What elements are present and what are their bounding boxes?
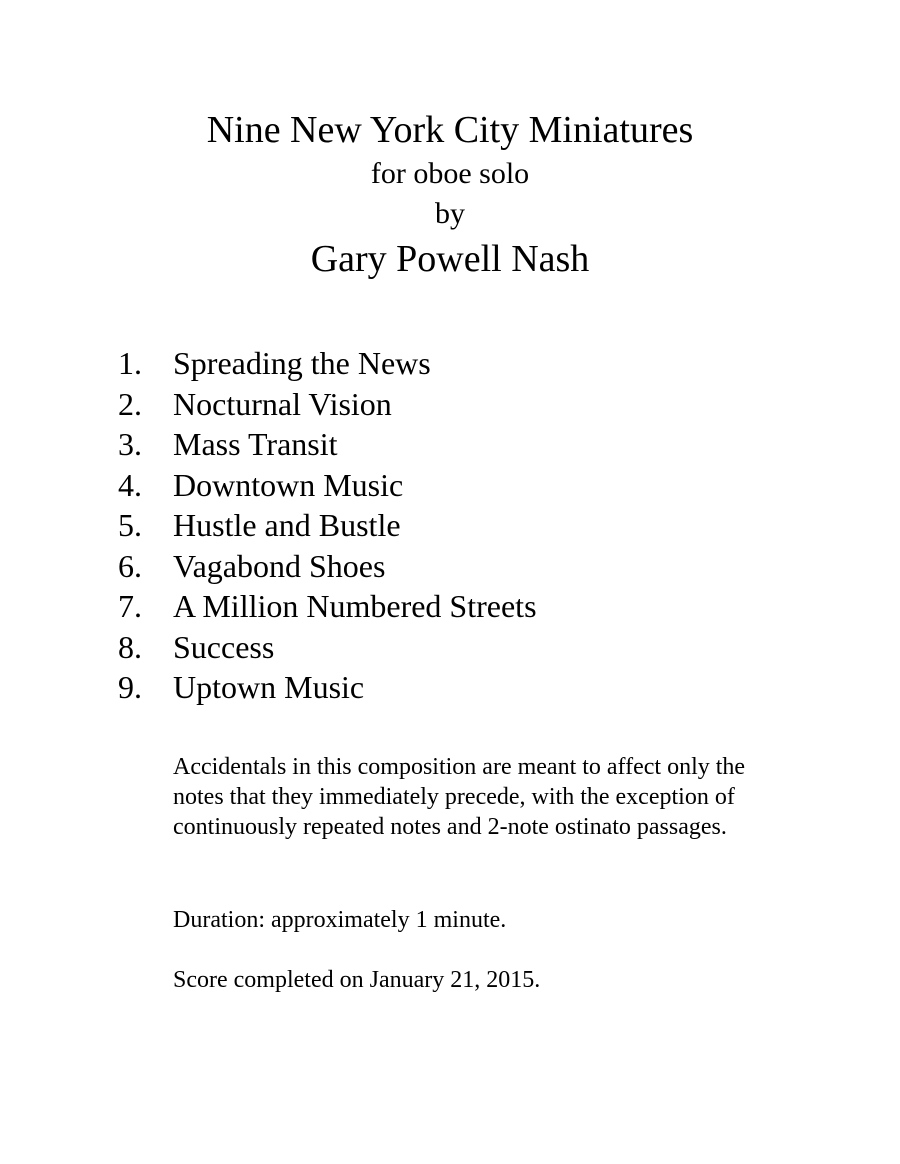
movement-number: 5. xyxy=(118,507,142,543)
performance-notes xyxy=(173,752,793,842)
movement-item xyxy=(118,586,537,627)
movement-title: Vagabond Shoes xyxy=(173,547,386,584)
by-line: by xyxy=(435,197,465,230)
movement-number: 1. xyxy=(118,345,142,381)
movement-item xyxy=(118,465,537,506)
movement-title: Downtown Music xyxy=(173,466,404,503)
movement-list xyxy=(118,343,537,708)
completion-date-note: Score completed on January 21, 2015. xyxy=(173,967,541,993)
page-title: Nine New York City Miniatures xyxy=(206,109,694,151)
movement-title: Uptown Music xyxy=(173,669,365,705)
movement-number: 6. xyxy=(118,547,142,584)
instrumentation-subtitle: for oboe solo xyxy=(370,157,530,190)
composer-name: Gary Powell Nash xyxy=(310,238,590,280)
duration-note: Duration: approximately 1 minute. xyxy=(173,907,507,933)
movement-number: 9. xyxy=(118,669,142,705)
movement-title: Nocturnal Vision xyxy=(173,385,392,422)
movement-item xyxy=(118,505,537,546)
movement-number: 2. xyxy=(118,385,142,422)
movement-number: 8. xyxy=(118,628,142,665)
movement-item xyxy=(118,384,537,425)
movement-item xyxy=(118,343,537,384)
movement-title: Mass Transit xyxy=(173,426,338,462)
movement-title: A Million Numbered Streets xyxy=(173,588,537,624)
accidentals-note: Accidentals in this composition are meant to affect only the notes that they immediately precede, with the exception of continuously repeated notes and 2-note ostinato passages. xyxy=(173,754,746,840)
movement-title: Spreading the News xyxy=(173,345,431,381)
movement-item xyxy=(118,627,537,668)
movement-title: Success xyxy=(173,628,275,665)
movement-item xyxy=(118,667,537,708)
movement-item xyxy=(118,424,537,465)
movement-title: Hustle and Bustle xyxy=(173,507,401,543)
movement-number: 3. xyxy=(118,426,142,462)
movement-item xyxy=(118,546,537,587)
movement-number: 7. xyxy=(118,588,142,624)
movement-number: 4. xyxy=(118,466,142,503)
